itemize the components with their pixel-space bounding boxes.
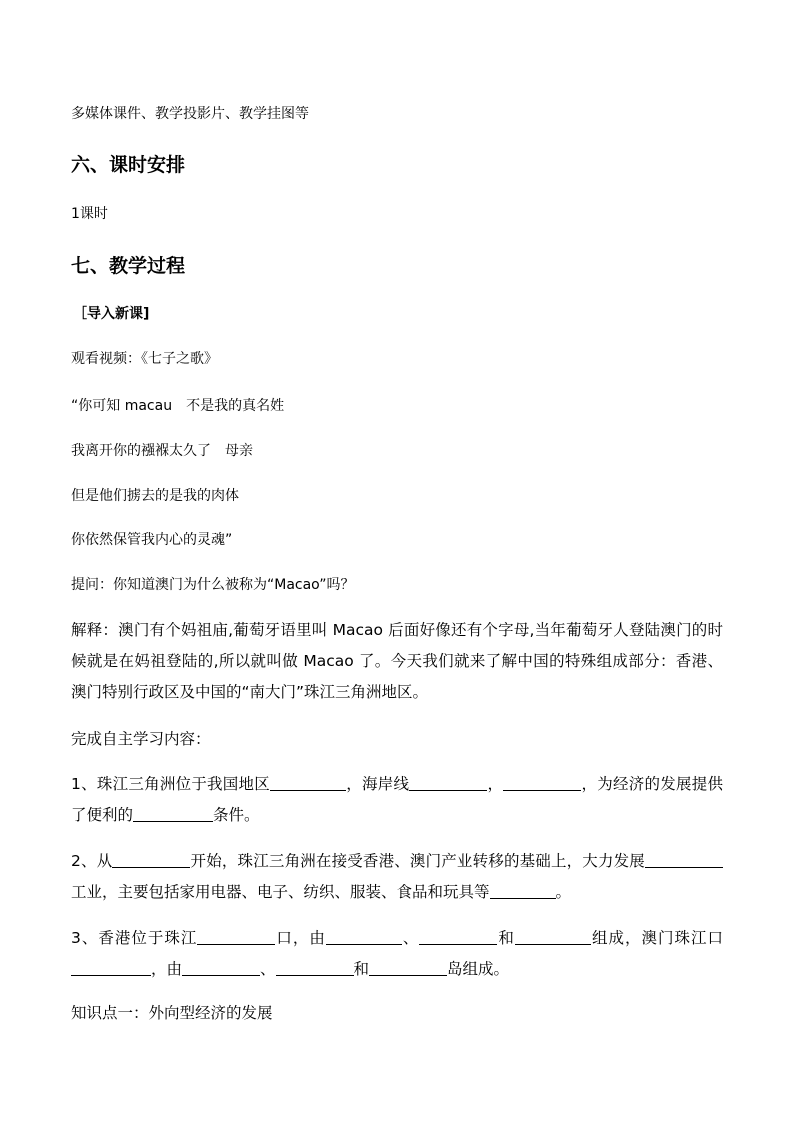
question-text: ，由 bbox=[151, 960, 183, 978]
question-text: 3、香港位于珠江 bbox=[71, 929, 198, 947]
question-text: ，海岸线 bbox=[346, 775, 410, 793]
question-text: ， bbox=[487, 775, 504, 793]
question-3 bbox=[71, 923, 723, 985]
teaching-materials: 多媒体课件、教学投影片、教学挂图等 bbox=[71, 106, 309, 122]
question-text: 1、珠江三角洲位于我国地区 bbox=[71, 775, 271, 793]
answer-blank[interactable] bbox=[71, 960, 151, 977]
answer-blank[interactable] bbox=[419, 929, 497, 946]
question-text: 2、从 bbox=[71, 852, 113, 870]
question-text: 组成，澳门珠江口 bbox=[590, 929, 723, 947]
question-text: 口，由 bbox=[275, 929, 326, 947]
question-1 bbox=[71, 769, 723, 831]
question-text: 岛组成。 bbox=[447, 960, 510, 978]
poem-line: “你可知 macau 不是我的真名姓 bbox=[71, 398, 285, 414]
question-text: 和 bbox=[497, 929, 515, 947]
question-text: 。 bbox=[555, 883, 572, 901]
explanation-paragraph: 解释：澳门有个妈祖庙,葡萄牙语里叫 Macao 后面好像还有个字母,当年葡萄牙人登陆澳门的时候就是在妈祖登陆的,所以就叫做 Macao 了。今天我们就来了解中国的特殊组成部分：香港、澳门特别行政区及中国的“南大门”珠江三角洲地区。 bbox=[71, 621, 723, 701]
answer-blank[interactable] bbox=[133, 806, 213, 823]
answer-blank[interactable] bbox=[369, 960, 447, 977]
question-text: 、 bbox=[401, 929, 420, 947]
answer-blank[interactable] bbox=[326, 929, 402, 946]
answer-blank[interactable] bbox=[409, 775, 487, 792]
question-text: 条件。 bbox=[213, 806, 260, 824]
poem-line: 你依然保管我内心的灵魂” bbox=[71, 532, 233, 548]
question-text: 和 bbox=[353, 960, 370, 978]
section-6-heading: 六、课时安排 bbox=[71, 154, 186, 176]
lesson-count: 1课时 bbox=[71, 206, 108, 222]
answer-blank[interactable] bbox=[645, 852, 723, 869]
question-2 bbox=[71, 846, 723, 908]
knowledge-point-heading: 知识点一：外向型经济的发展 bbox=[71, 1004, 273, 1022]
answer-blank[interactable] bbox=[515, 929, 591, 946]
answer-blank[interactable] bbox=[270, 775, 346, 792]
video-line: 观看视频：《七子之歌》 bbox=[71, 351, 218, 367]
answer-blank[interactable] bbox=[197, 929, 275, 946]
section-7-heading: 七、教学过程 bbox=[71, 255, 186, 277]
question-line: 提问：你知道澳门为什么被称为“Macao”吗？ bbox=[71, 577, 355, 593]
answer-blank[interactable] bbox=[503, 775, 581, 792]
question-text: 工业，主要包括家用电器、电子、纺织、服装、食品和玩具等 bbox=[71, 883, 490, 901]
self-study-line: 完成自主学习内容： bbox=[71, 730, 211, 748]
question-text: 开始，珠江三角洲在接受香港、澳门产业转移的基础上，大力发展 bbox=[190, 852, 645, 870]
answer-blank[interactable] bbox=[182, 960, 260, 977]
answer-blank[interactable] bbox=[276, 960, 354, 977]
answer-blank[interactable] bbox=[112, 852, 190, 869]
poem-line: 但是他们掳去的是我的肉体 bbox=[71, 488, 239, 504]
question-text: 、 bbox=[260, 960, 276, 978]
answer-blank[interactable] bbox=[490, 883, 556, 900]
intro-label: ［导入新课] bbox=[73, 306, 150, 322]
question-text: ，为经济的发展提供了便利的 bbox=[71, 775, 723, 824]
poem-line: 我离开你的襁褓太久了 母亲 bbox=[71, 443, 253, 459]
